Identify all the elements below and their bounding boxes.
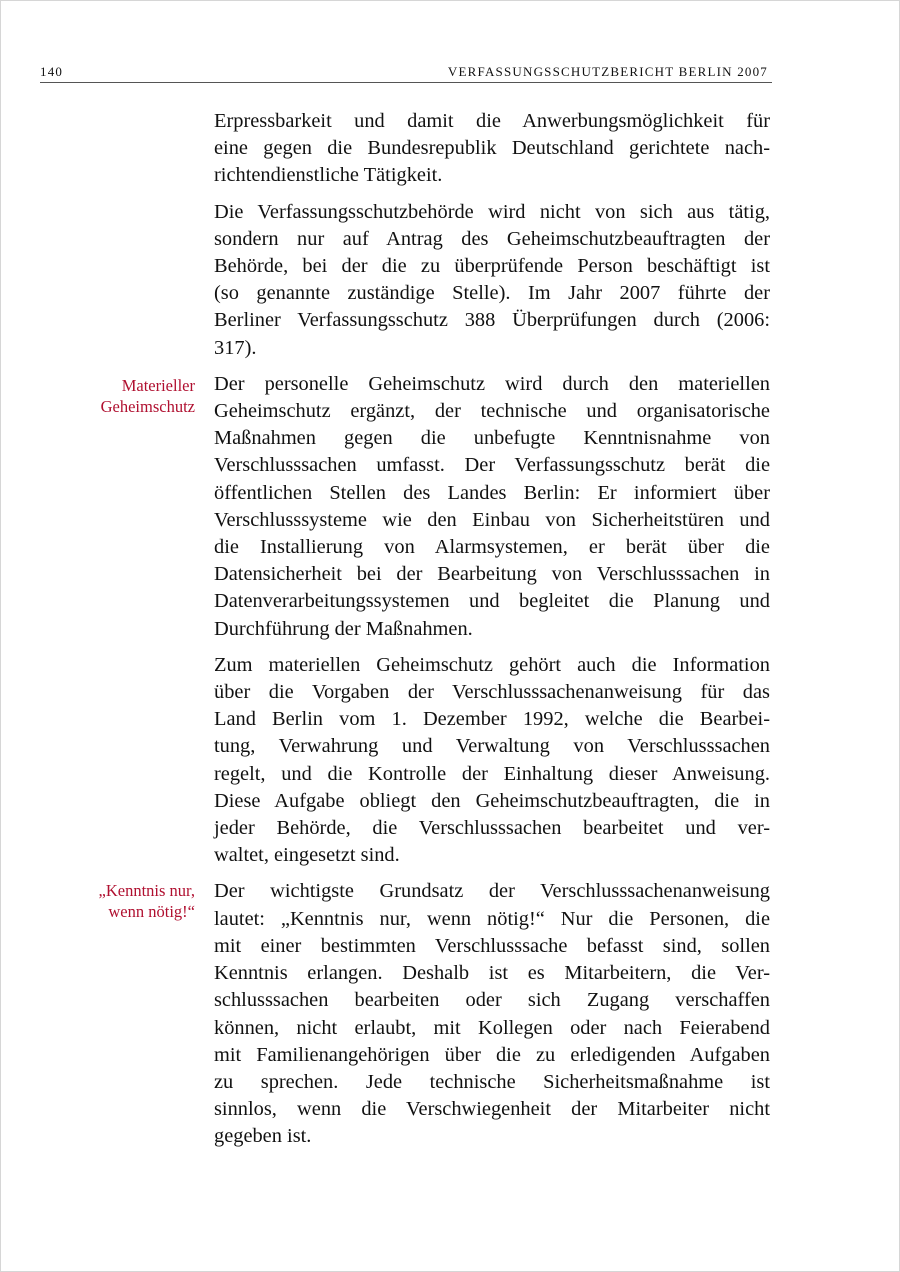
text-line: Geheimschutz ergänzt, der technische und organisatorische [214, 400, 770, 423]
paragraph [214, 108, 770, 190]
paragraph [214, 652, 770, 870]
text-line: Diese Aufgabe obliegt den Geheimschutzbeauftragten, die in [214, 789, 770, 812]
margin-note-line: wenn nötig!“ [108, 902, 195, 921]
text-line: die Installierung von Alarmsystemen, er berät über die [214, 536, 770, 559]
text-line: Kenntnis erlangen. Deshalb ist es Mitarbeitern, die Ver- [214, 962, 770, 985]
text-line: über die Vorgaben der Verschlusssachenanweisung für das [214, 681, 770, 704]
text-line: Datensicherheit bei der Bearbeitung von Verschlusssachen in [214, 563, 770, 586]
text-line: Maßnahmen gegen die unbefugte Kenntnisnahme von [214, 427, 770, 450]
paragraph [214, 878, 770, 1150]
running-header [40, 64, 772, 83]
text-line: waltet, eingesetzt sind. [214, 844, 400, 867]
text-line: zu sprechen. Jede technische Sicherheitsmaßnahme ist [214, 1070, 770, 1093]
margin-note-materieller-geheimschutz [101, 375, 195, 417]
paragraph [214, 371, 770, 643]
text-line: tung, Verwahrung und Verwaltung von Verschlusssachen [214, 735, 770, 758]
text-line: Zum materiellen Geheimschutz gehört auch die Information [214, 653, 770, 676]
margin-note-kenntnis-nur [99, 880, 196, 922]
text-line: mit einer bestimmten Verschlusssache befasst sind, sollen [214, 934, 770, 957]
text-line: lautet: „Kenntnis nur, wenn nötig!“ Nur die Personen, die [214, 907, 770, 930]
text-line: eine gegen die Bundesrepublik Deutschland gerichtete nach- [214, 137, 770, 160]
text-line: jeder Behörde, die Verschlusssachen bearbeitet und ver- [214, 817, 770, 840]
text-line: richtendienstliche Tätigkeit. [214, 164, 443, 187]
text-line: sondern nur auf Antrag des Geheimschutzbeauftragten der [214, 227, 770, 250]
header-title: VERFASSUNGSSCHUTZBERICHT BERLIN 2007 [447, 64, 768, 79]
text-line: Der personelle Geheimschutz wird durch den materiellen [214, 372, 770, 395]
margin-note-line: Materieller [121, 376, 195, 395]
text-line: (so genannte zuständige Stelle). Im Jahr 2007 führte der [214, 282, 770, 305]
margin-note-line: „Kenntnis nur, [98, 881, 195, 900]
text-line: Durchführung der Maßnahmen. [214, 617, 473, 640]
text-line: Der wichtigste Grundsatz der Verschlusssachenanweisung [214, 880, 770, 903]
text-line: Erpressbarkeit und damit die Anwerbungsmöglichkeit für [214, 110, 770, 132]
paragraph [214, 199, 770, 362]
text-line: Behörde, bei der die zu überprüfende Person beschäftigt ist [214, 255, 770, 278]
text-line: Berliner Verfassungsschutz 388 Überprüfungen durch (2006: [214, 309, 770, 332]
text-line: 317). [214, 336, 257, 359]
text-line: sinnlos, wenn die Verschwiegenheit der Mitarbeiter nicht [214, 1098, 770, 1121]
text-line: regelt, und die Kontrolle der Einhaltung dieser Anweisung. [214, 762, 770, 785]
text-line: mit Familienangehörigen über die zu erledigenden Aufgaben [214, 1043, 770, 1066]
text-line: Verschlusssachen umfasst. Der Verfassungsschutz berät die [214, 454, 770, 477]
text-line: Die Verfassungsschutzbehörde wird nicht von sich aus tätig, [214, 200, 770, 223]
text-line: öffentlichen Stellen des Landes Berlin: Er informiert über [214, 481, 770, 504]
text-line: Land Berlin vom 1. Dezember 1992, welche die Bearbei- [214, 708, 770, 731]
text-line: schlusssachen bearbeiten oder sich Zugang verschaffen [214, 989, 770, 1012]
text-line: Datenverarbeitungssystemen und begleitet die Planung und [214, 590, 770, 613]
text-line: Verschlusssysteme wie den Einbau von Sicherheitstüren und [214, 508, 770, 531]
page-number: 140 [40, 64, 64, 79]
text-line: können, nicht erlaubt, mit Kollegen oder nach Feierabend [214, 1016, 770, 1039]
margin-note-line: Geheimschutz [100, 397, 195, 416]
body-text [214, 108, 770, 1160]
text-line: gegeben ist. [214, 1125, 312, 1148]
